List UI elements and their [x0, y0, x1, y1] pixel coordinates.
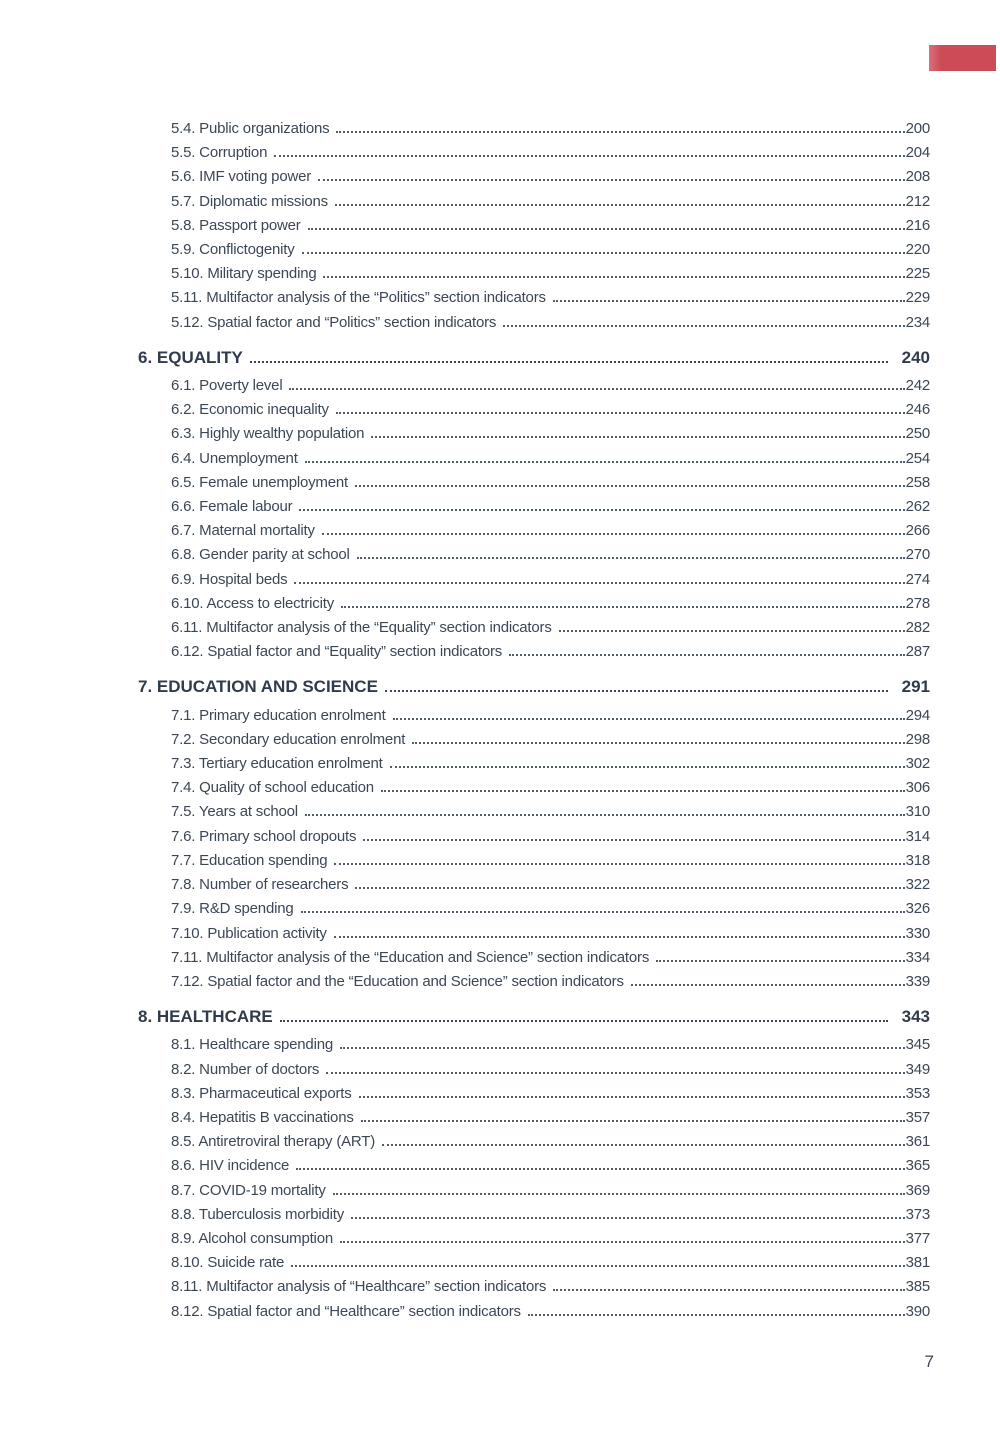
toc-entry-label: 6.6. Female labour [171, 498, 293, 516]
toc-section-header [138, 346, 930, 370]
toc-entry [138, 1033, 930, 1057]
dot-leader [299, 509, 904, 511]
toc-entry-page: 246 [905, 401, 930, 419]
dot-leader [305, 461, 905, 463]
toc-entry [138, 1275, 930, 1299]
dot-leader [359, 1096, 905, 1098]
toc-entry [138, 922, 930, 946]
toc-entry-page: 291 [901, 677, 930, 697]
toc-entry-page: 225 [905, 265, 930, 283]
toc-entry [138, 592, 930, 616]
toc-entry [138, 897, 930, 921]
toc-entry-page: 274 [905, 570, 930, 588]
toc-section-title: 6. EQUALITY [138, 347, 243, 367]
dot-leader [250, 361, 888, 363]
toc-entry-label: 7.1. Primary education enrolment [171, 706, 386, 724]
toc-entry [138, 1227, 930, 1251]
toc-entry [138, 568, 930, 592]
toc-entry [138, 311, 930, 335]
toc-entry-page: 254 [905, 449, 930, 467]
dot-leader [390, 766, 905, 768]
dot-leader [308, 228, 905, 230]
toc-entry-page: 240 [901, 347, 930, 367]
toc-entry-label: 5.7. Diplomatic missions [171, 192, 328, 210]
toc-entry-label: 5.9. Conflictogenity [171, 241, 295, 259]
toc-entry [138, 214, 930, 238]
dot-leader [334, 936, 905, 938]
toc-entry-label: 8.12. Spatial factor and “Healthcare” section indicators [171, 1302, 521, 1320]
toc-entry-label: 6.11. Multifactor analysis of the “Equality” section indicators [171, 619, 552, 637]
dot-leader [656, 960, 904, 962]
toc-entry-page: 339 [905, 972, 930, 990]
toc-entry-page: 208 [905, 168, 930, 186]
toc-entry [138, 1179, 930, 1203]
dot-leader [503, 325, 904, 327]
toc-entry [138, 543, 930, 567]
toc-entry [138, 471, 930, 495]
toc-section-title: 8. HEALTHCARE [138, 1007, 273, 1027]
toc-entry-label: 7.11. Multifactor analysis of the “Education and Science” section indicators [171, 948, 650, 966]
toc-entry-label: 7.10. Publication activity [171, 924, 327, 942]
page-number: 7 [924, 1352, 934, 1371]
dot-leader [381, 790, 905, 792]
toc-entry-label: 7.2. Secondary education enrolment [171, 730, 406, 748]
toc-entry [138, 1106, 930, 1130]
toc-entry [138, 825, 930, 849]
toc-entry-label: 5.11. Multifactor analysis of the “Politics” section indicators [171, 289, 546, 307]
toc-entry-label: 5.6. IMF voting power [171, 168, 312, 186]
dot-leader [274, 155, 904, 157]
toc-entry [138, 800, 930, 824]
toc-entry-label: 5.10. Military spending [171, 265, 317, 283]
toc-entry-label: 7.5. Years at school [171, 803, 298, 821]
toc-entry-page: 322 [905, 876, 930, 894]
toc-entry-page: 314 [905, 827, 930, 845]
toc-entry [138, 422, 930, 446]
toc-entry-page: 357 [905, 1108, 930, 1126]
dot-leader [553, 300, 905, 302]
toc-entry-label: 8.3. Pharmaceutical exports [171, 1084, 352, 1102]
toc-entry [138, 616, 930, 640]
toc-entry [138, 1082, 930, 1106]
dot-leader [351, 1217, 905, 1219]
dot-leader [509, 654, 905, 656]
toc-entry-page: 216 [905, 216, 930, 234]
toc-entry-label: 6.10. Access to electricity [171, 594, 335, 612]
toc-entry [138, 1251, 930, 1275]
toc-entry [138, 238, 930, 262]
toc-entry-page: 298 [905, 730, 930, 748]
dot-leader [305, 814, 905, 816]
toc-entry-page: 204 [905, 144, 930, 162]
toc-entry-page: 220 [905, 241, 930, 259]
toc-entry-page: 353 [905, 1084, 930, 1102]
toc-entry-page: 270 [905, 546, 930, 564]
toc-entry-label: 6.3. Highly wealthy population [171, 425, 365, 443]
toc-entry-page: 287 [905, 643, 930, 661]
toc-entry [138, 286, 930, 310]
dot-leader [382, 1144, 905, 1146]
toc-group [138, 675, 930, 994]
toc-entry-label: 5.8. Passport power [171, 216, 301, 234]
toc-entry-label: 7.8. Number of researchers [171, 876, 349, 894]
toc-entry [138, 776, 930, 800]
toc-entry-label: 8.10. Suicide rate [171, 1254, 285, 1272]
toc-entry-page: 365 [905, 1157, 930, 1175]
table-of-contents [138, 117, 930, 1324]
toc-entry-label: 8.11. Multifactor analysis of “Healthcare” section indicators [171, 1278, 547, 1296]
toc-entry-label: 8.5. Antiretroviral therapy (ART) [171, 1133, 376, 1151]
toc-entry-page: 266 [905, 522, 930, 540]
toc-entry-page: 330 [905, 924, 930, 942]
toc-entry-page: 229 [905, 289, 930, 307]
toc-entry [138, 117, 930, 141]
dot-leader [553, 1289, 904, 1291]
toc-entry [138, 165, 930, 189]
dot-leader [323, 276, 904, 278]
toc-entry [138, 141, 930, 165]
toc-group [138, 117, 930, 335]
toc-entry-page: 334 [905, 948, 930, 966]
toc-entry [138, 519, 930, 543]
dot-leader [302, 252, 905, 254]
toc-entry-label: 7.7. Education spending [171, 851, 328, 869]
dot-leader [355, 485, 905, 487]
toc-entry-label: 7.6. Primary school dropouts [171, 827, 357, 845]
dot-leader [291, 1265, 904, 1267]
toc-entry-page: 282 [905, 619, 930, 637]
dot-leader [336, 412, 905, 414]
dot-leader [363, 839, 904, 841]
toc-section-title: 7. EDUCATION AND SCIENCE [138, 677, 378, 697]
toc-entry-label: 5.12. Spatial factor and “Politics” section indicators [171, 313, 497, 331]
dot-leader [340, 1241, 905, 1243]
toc-entry [138, 728, 930, 752]
toc-entry [138, 447, 930, 471]
dot-leader [294, 582, 904, 584]
dot-leader [336, 131, 904, 133]
toc-entry-page: 361 [905, 1133, 930, 1151]
dot-leader [528, 1314, 905, 1316]
toc-entry-label: 8.2. Number of doctors [171, 1060, 320, 1078]
toc-entry-page: 302 [905, 755, 930, 773]
toc-entry-label: 5.4. Public organizations [171, 120, 330, 137]
toc-entry-page: 381 [905, 1254, 930, 1272]
toc-entry [138, 495, 930, 519]
dot-leader [559, 630, 905, 632]
toc-entry [138, 640, 930, 664]
dot-leader [393, 718, 905, 720]
toc-entry-page: 250 [905, 425, 930, 443]
dot-leader [301, 911, 905, 913]
toc-entry-label: 7.4. Quality of school education [171, 779, 374, 797]
dot-leader [357, 557, 905, 559]
toc-entry [138, 1154, 930, 1178]
toc-entry [138, 946, 930, 970]
toc-entry [138, 374, 930, 398]
dot-leader [385, 690, 888, 692]
dot-leader [631, 984, 905, 986]
toc-entry-page: 306 [905, 779, 930, 797]
toc-entry-label: 8.6. HIV incidence [171, 1157, 290, 1175]
toc-entry-page: 390 [905, 1302, 930, 1320]
toc-entry-page: 278 [905, 594, 930, 612]
toc-entry-label: 6.1. Poverty level [171, 377, 283, 395]
toc-section-header [138, 675, 930, 699]
toc-entry [138, 1203, 930, 1227]
toc-entry-label: 8.7. COVID-19 mortality [171, 1181, 326, 1199]
dot-leader [340, 1047, 905, 1049]
toc-entry-page: 310 [905, 803, 930, 821]
toc-entry [138, 1130, 930, 1154]
toc-entry [138, 398, 930, 422]
toc-entry-page: 212 [905, 192, 930, 210]
dot-leader [334, 863, 904, 865]
toc-entry-label: 6.8. Gender parity at school [171, 546, 350, 564]
dot-leader [296, 1168, 904, 1170]
toc-entry-label: 6.12. Spatial factor and “Equality” section indicators [171, 643, 503, 661]
dot-leader [371, 436, 904, 438]
dot-leader [361, 1120, 905, 1122]
toc-entry-label: 7.9. R&D spending [171, 900, 294, 918]
toc-entry [138, 970, 930, 994]
toc-section-header [138, 1005, 930, 1029]
dot-leader [280, 1020, 888, 1022]
toc-entry-page: 294 [905, 706, 930, 724]
toc-entry-page: 318 [905, 851, 930, 869]
toc-entry [138, 873, 930, 897]
dot-leader [333, 1193, 905, 1195]
toc-entry-page: 377 [905, 1229, 930, 1247]
dot-leader [322, 533, 905, 535]
dot-leader [341, 606, 905, 608]
dot-leader [412, 742, 904, 744]
toc-entry-label: 7.12. Spatial factor and the “Education and Science” section indicators [171, 972, 624, 990]
toc-entry-label: 6.4. Unemployment [171, 449, 298, 467]
toc-entry-label: 6.2. Economic inequality [171, 401, 329, 419]
toc-entry-label: 7.3. Tertiary education enrolment [171, 755, 383, 773]
toc-entry-page: 242 [905, 377, 930, 395]
toc-entry-label: 6.7. Maternal mortality [171, 522, 315, 540]
dot-leader [335, 204, 905, 206]
toc-entry-page: 373 [905, 1205, 930, 1223]
dot-leader [326, 1072, 904, 1074]
toc-entry [138, 1058, 930, 1082]
toc-entry-page: 234 [905, 313, 930, 331]
dot-leader [289, 388, 904, 390]
toc-entry [138, 704, 930, 728]
toc-entry-page: 200 [905, 120, 930, 137]
toc-entry-page: 385 [905, 1278, 930, 1296]
toc-entry-label: 8.8. Tuberculosis morbidity [171, 1205, 345, 1223]
toc-entry [138, 849, 930, 873]
toc-entry [138, 752, 930, 776]
dot-leader [355, 887, 904, 889]
toc-entry-page: 262 [905, 498, 930, 516]
toc-entry-label: 5.5. Corruption [171, 144, 268, 162]
dot-leader [318, 179, 905, 181]
toc-entry-label: 6.5. Female unemployment [171, 473, 348, 491]
toc-entry-page: 369 [905, 1181, 930, 1199]
toc-entry-label: 8.1. Healthcare spending [171, 1036, 333, 1054]
toc-entry [138, 262, 930, 286]
toc-entry [138, 190, 930, 214]
toc-entry-page: 326 [905, 900, 930, 918]
toc-entry-page: 349 [905, 1060, 930, 1078]
toc-group [138, 1005, 930, 1324]
toc-entry [138, 1300, 930, 1324]
toc-entry-label: 8.4. Hepatitis B vaccinations [171, 1108, 354, 1126]
toc-entry-label: 6.9. Hospital beds [171, 570, 288, 588]
toc-group [138, 346, 930, 665]
accent-bar [929, 45, 996, 71]
toc-entry-page: 343 [901, 1007, 930, 1027]
toc-entry-page: 345 [905, 1036, 930, 1054]
toc-entry-page: 258 [905, 473, 930, 491]
toc-entry-label: 8.9. Alcohol consumption [171, 1229, 333, 1247]
